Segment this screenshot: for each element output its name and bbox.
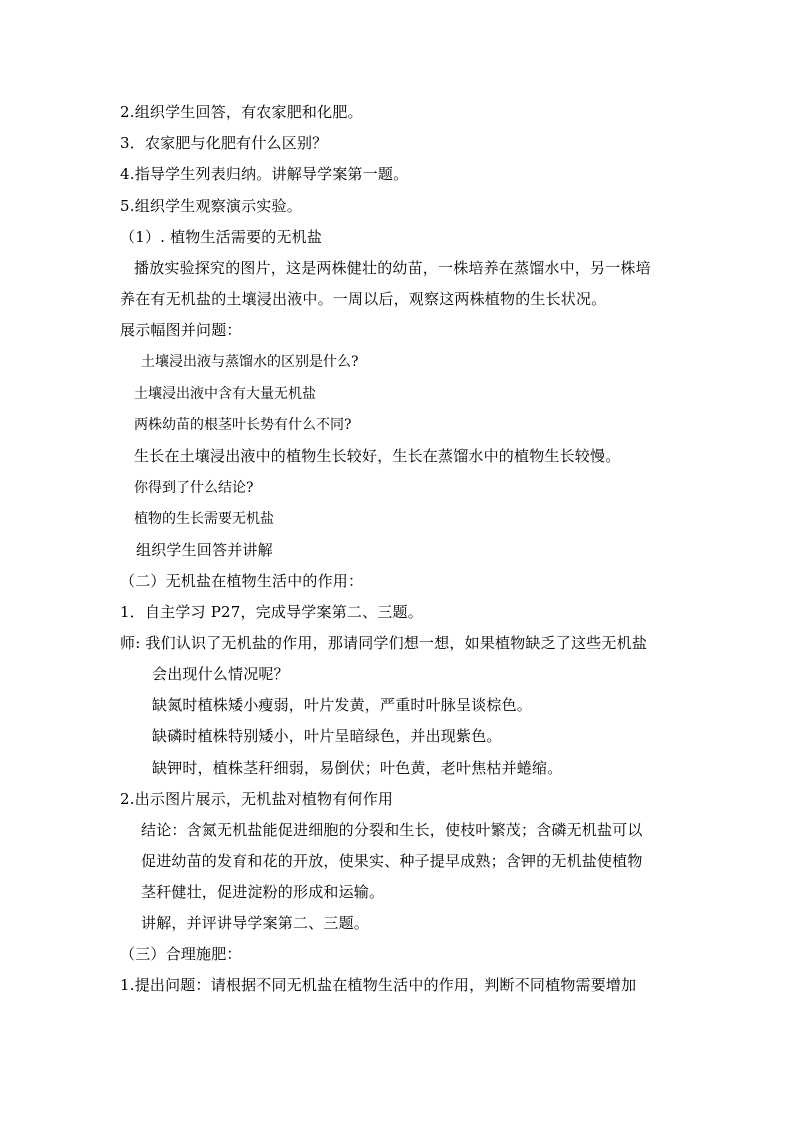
text-line: 组织学生回答并讲解 [136, 541, 273, 559]
answer-line: 土壤浸出液中含有大量无机盐 [134, 386, 316, 402]
text-line: 2.出示图片展示，无机盐对植物有何作用 [120, 790, 394, 808]
text-line: 缺磷时植株特别矮小，叶片呈暗绿色，并出现紫色。 [152, 727, 502, 745]
text-line: 师: 我们认识了无机盐的作用，那请同学们想一想，如果植物缺乏了这些无机盐 [120, 634, 648, 652]
text-line: 讲解，并评讲导学案第二、三题。 [141, 914, 370, 932]
conclusion-line: 茎秆健壮，促进淀粉的形成和运输。 [141, 883, 385, 901]
text-line: 1.提出问题：请根据不同无机盐在植物生活中的作用，判断不同植物需要增加 [120, 976, 637, 994]
text-line: 5.组织学生观察演示实验。 [120, 197, 302, 215]
text-line: 展示幅图并问题： [120, 321, 242, 339]
answer-line: 生长在土壤浸出液中的植物生长较好，生长在蒸馏水中的植物生长较慢。 [134, 447, 621, 465]
text-line: 1．自主学习 P27，完成导学案第二、三题。 [120, 603, 423, 621]
question-line: 两株幼苗的根茎叶长势有什么不同? [134, 417, 352, 433]
text-line: 3．农家肥与化肥有什么区别？ [120, 134, 328, 152]
question-line: 土壤浸出液与蒸馏水的区别是什么? [141, 354, 359, 370]
conclusion-line: 促进幼苗的发育和花的开放，使果实、种子提早成熟；含钾的无机盐使植物 [141, 852, 643, 870]
section-heading: （二）无机盐在植物生活中的作用： [120, 572, 364, 590]
text-line: 养在有无机盐的土壤浸出液中。一周以后，观察这两株植物的生长状况。 [120, 290, 607, 308]
answer-line: 植物的生长需要无机盐 [134, 511, 274, 527]
text-line: 缺氮时植株矮小瘦弱，叶片发黄，严重时叶脉呈谈棕色。 [152, 696, 533, 714]
conclusion-line: 结论：含氮无机盐能促进细胞的分裂和生长，使枝叶繁茂；含磷无机盐可以 [141, 821, 643, 839]
question-line: 你得到了什么结论? [134, 480, 254, 496]
text-line: 4.指导学生列表归纳。讲解导学案第一题。 [120, 165, 409, 183]
section-heading: （1）. 植物生活需要的无机盐 [120, 228, 323, 246]
text-line: 会出现什么情况呢？ [152, 665, 289, 683]
text-line: 2.组织学生回答，有农家肥和化肥。 [120, 103, 363, 121]
text-line: 播放实验探究的图片，这是两株健壮的幼苗，一株培养在蒸馏水中，另一株培 [134, 259, 651, 277]
section-heading: （三）合理施肥： [120, 945, 242, 963]
text-line: 缺钾时，植株茎秆细弱，易倒伏；叶色黄，老叶焦枯并蜷缩。 [152, 759, 563, 777]
